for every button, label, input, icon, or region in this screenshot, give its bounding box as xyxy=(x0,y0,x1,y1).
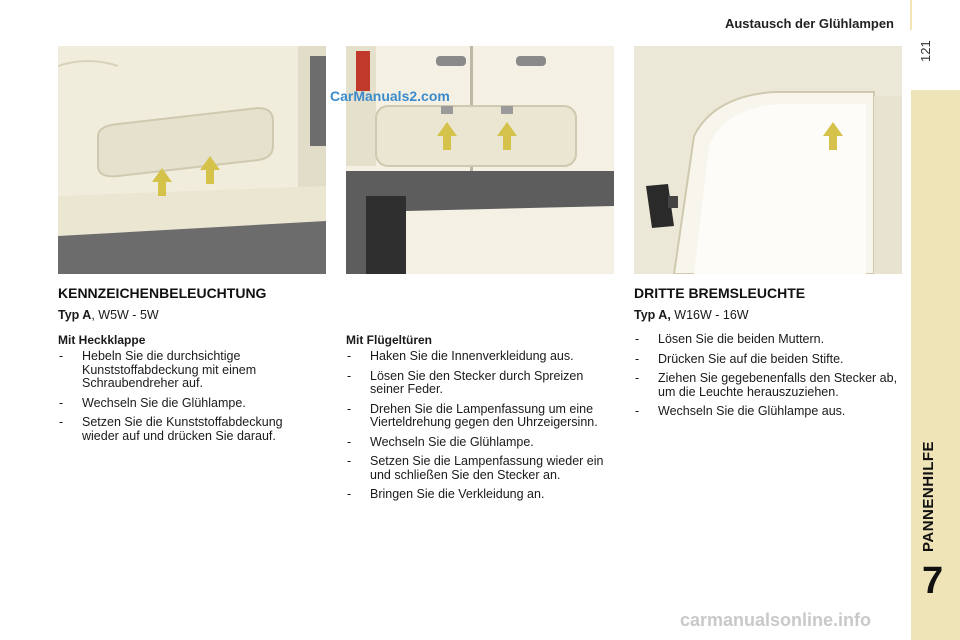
list-item: - Haken Sie die Innenverkleidung aus. xyxy=(346,350,614,364)
chapter-sidebar xyxy=(911,90,960,640)
bulb-type-label: Typ A xyxy=(58,308,92,322)
page-header-title: Austausch der Glühlampen xyxy=(724,16,894,31)
list-item: - Wechseln Sie die Glühlampe. xyxy=(58,397,318,411)
list-item: - Setzen Sie die Kunststoffabdeckung wieder auf und drücken Sie darauf. xyxy=(58,416,318,443)
list-item: - Hebeln Sie die durchsichtige Kunststoffabdeckung mit einem Schraubendreher auf. xyxy=(58,350,318,391)
heading-license-plate-light: KENNZEICHENBELEUCHTUNG xyxy=(58,285,267,301)
section-label: PANNENHILFE xyxy=(920,440,937,552)
heading-third-brake-light: DRITTE BREMSLEUCHTE xyxy=(634,285,806,301)
list-item: - Setzen Sie die Lampenfassung wieder ein und schließen Sie den Stecker an. xyxy=(346,455,614,482)
chapter-number: 7 xyxy=(922,560,944,602)
watermark-bottom: carmanualsonline.info xyxy=(680,610,872,630)
subheading-wing-doors: Mit Flügeltüren xyxy=(346,333,432,347)
list-item: - Wechseln Sie die Glühlampe aus. xyxy=(634,405,904,419)
subheading-tailgate: Mit Heckklappe xyxy=(58,333,146,347)
bulb-type-right xyxy=(634,308,749,322)
bulb-type-label: Typ A, xyxy=(634,308,671,322)
bulb-type-value: W16W - 16W xyxy=(670,308,749,322)
list-item: - Lösen Sie die beiden Muttern. xyxy=(634,333,904,347)
list-item: - Lösen Sie den Stecker durch Spreizen seiner Feder. xyxy=(346,370,614,397)
watermark-top: CarManuals2.com xyxy=(330,88,450,104)
page-number: 121 xyxy=(918,40,933,62)
steps-list-middle xyxy=(346,350,614,508)
photo-wing-doors-plate-light xyxy=(346,46,614,274)
list-item: - Drehen Sie die Lampenfassung um eine Vierteldrehung gegen den Uhrzeigersinn. xyxy=(346,403,614,430)
bulb-type-left xyxy=(58,308,159,322)
steps-list-left xyxy=(58,350,318,449)
steps-list-right xyxy=(634,333,904,425)
list-item: - Bringen Sie die Verkleidung an. xyxy=(346,488,614,502)
list-item: - Drücken Sie auf die beiden Stifte. xyxy=(634,353,904,367)
bulb-type-value: , W5W - 5W xyxy=(91,308,159,322)
header-rule xyxy=(910,0,912,30)
list-item: - Wechseln Sie die Glühlampe. xyxy=(346,436,614,450)
photo-third-brake-light xyxy=(634,46,902,274)
list-item: - Ziehen Sie gegebenenfalls den Stecker ab, um die Leuchte herauszuziehen. xyxy=(634,372,904,399)
photo-tailgate-plate-light xyxy=(58,46,326,274)
